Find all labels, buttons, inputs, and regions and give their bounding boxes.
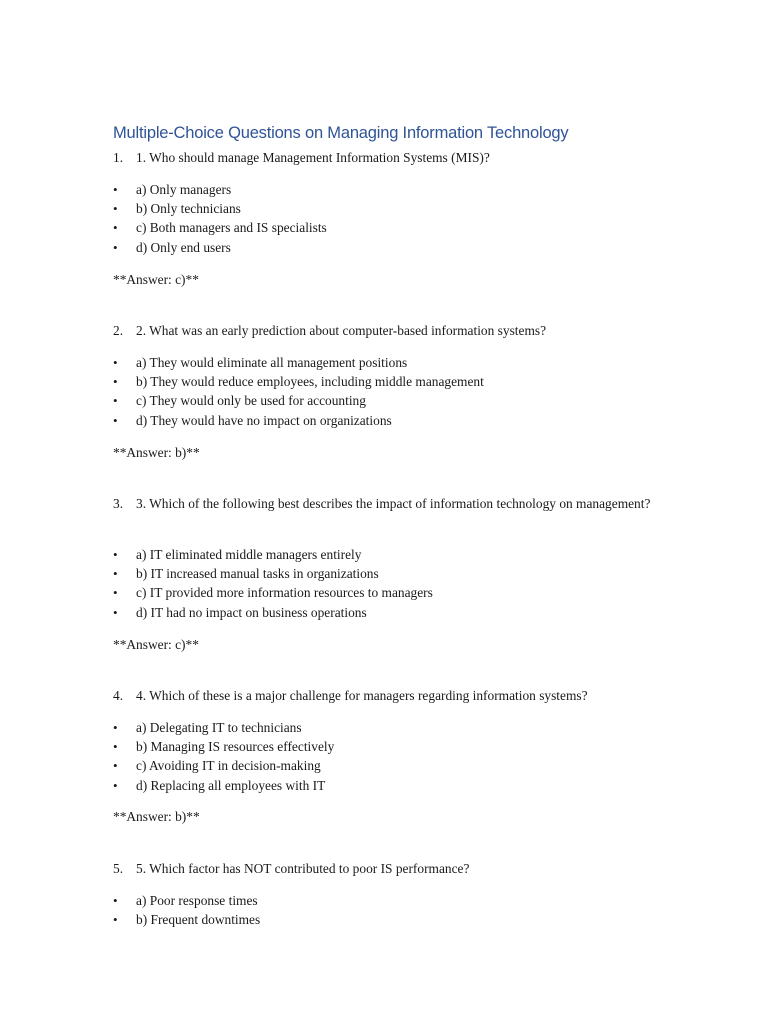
option-text: a) Delegating IT to technicians	[136, 720, 302, 735]
option-text: d) They would have no impact on organizations	[136, 412, 392, 428]
options-list-5	[113, 891, 260, 929]
option-text: b) Managing IS resources effectively	[136, 739, 335, 755]
option-text: c) IT provided more information resources to managers	[136, 585, 433, 601]
option-item	[113, 180, 327, 199]
option-text: d) Replacing all employees with IT	[136, 777, 326, 793]
options-list-4	[113, 718, 334, 795]
bullet-icon: •	[113, 220, 118, 236]
option-text: c) Both managers and IS specialists	[136, 220, 327, 236]
option-item	[113, 218, 327, 237]
question-text: 5. Which factor has NOT contributed to poor IS performance?	[136, 861, 470, 876]
option-item	[113, 583, 433, 602]
option-text: c) Avoiding IT in decision-making	[136, 758, 321, 774]
question-number: 5.	[113, 861, 124, 876]
option-text: a) Poor response times	[136, 893, 258, 908]
option-text: a) IT eliminated middle managers entirely	[136, 547, 362, 562]
option-item	[113, 353, 484, 372]
question-text: 4. Which of these is a major challenge for managers regarding information systems?	[136, 688, 588, 703]
question-1	[113, 148, 653, 168]
bullet-icon: •	[113, 239, 118, 255]
question-number: 4.	[113, 688, 124, 703]
option-item	[113, 891, 260, 910]
bullet-icon: •	[113, 720, 118, 735]
bullet-icon: •	[113, 355, 118, 370]
question-text: 3. Which of the following best describes the impact of information technology on management?	[136, 496, 651, 511]
answer-3: **Answer: c)**	[113, 637, 199, 652]
option-item	[113, 910, 260, 929]
question-number: 2.	[113, 323, 124, 338]
option-text: b) Only technicians	[136, 201, 241, 217]
option-text: b) IT increased manual tasks in organizations	[136, 566, 379, 582]
option-text: d) Only end users	[136, 239, 231, 255]
bullet-icon: •	[113, 566, 118, 582]
option-item	[113, 238, 327, 257]
bullet-icon: •	[113, 777, 118, 793]
bullet-icon: •	[113, 893, 118, 908]
bullet-icon: •	[113, 201, 118, 217]
question-text: 1. Who should manage Management Information Systems (MIS)?	[136, 150, 490, 165]
option-item	[113, 372, 484, 391]
option-item	[113, 603, 433, 622]
option-item	[113, 411, 484, 430]
question-number: 1.	[113, 150, 124, 165]
question-5	[113, 859, 653, 879]
bullet-icon: •	[113, 412, 118, 428]
question-2	[113, 321, 653, 341]
options-list-1	[113, 180, 327, 257]
option-text: b) Frequent downtimes	[136, 912, 261, 928]
option-text: d) IT had no impact on business operations	[136, 604, 367, 620]
option-text: a) They would eliminate all management positions	[136, 355, 408, 370]
question-text: 2. What was an early prediction about computer-based information systems?	[136, 323, 547, 338]
option-item	[113, 737, 334, 756]
option-text: c) They would only be used for accounting	[136, 393, 366, 409]
bullet-icon: •	[113, 393, 118, 409]
option-text: b) They would reduce employees, including middle management	[136, 374, 484, 390]
option-item	[113, 199, 327, 218]
option-item	[113, 776, 334, 795]
document-title: Multiple-Choice Questions on Managing Information Technology	[113, 124, 569, 142]
bullet-icon: •	[113, 758, 118, 774]
question-3	[113, 494, 653, 514]
option-item	[113, 756, 334, 775]
bullet-icon: •	[113, 912, 118, 928]
options-list-3	[113, 545, 433, 622]
bullet-icon: •	[113, 604, 118, 620]
bullet-icon: •	[113, 374, 118, 390]
answer-1: **Answer: c)**	[113, 272, 199, 287]
bullet-icon: •	[113, 547, 118, 562]
options-list-2	[113, 353, 484, 430]
bullet-icon: •	[113, 182, 118, 197]
question-4	[113, 686, 653, 706]
option-text: a) Only managers	[136, 182, 232, 197]
answer-4: **Answer: b)**	[113, 809, 200, 824]
question-number: 3.	[113, 496, 124, 511]
bullet-icon: •	[113, 585, 118, 601]
option-item	[113, 564, 433, 583]
option-item	[113, 718, 334, 737]
bullet-icon: •	[113, 739, 118, 755]
answer-2: **Answer: b)**	[113, 445, 200, 460]
option-item	[113, 391, 484, 410]
option-item	[113, 545, 433, 564]
